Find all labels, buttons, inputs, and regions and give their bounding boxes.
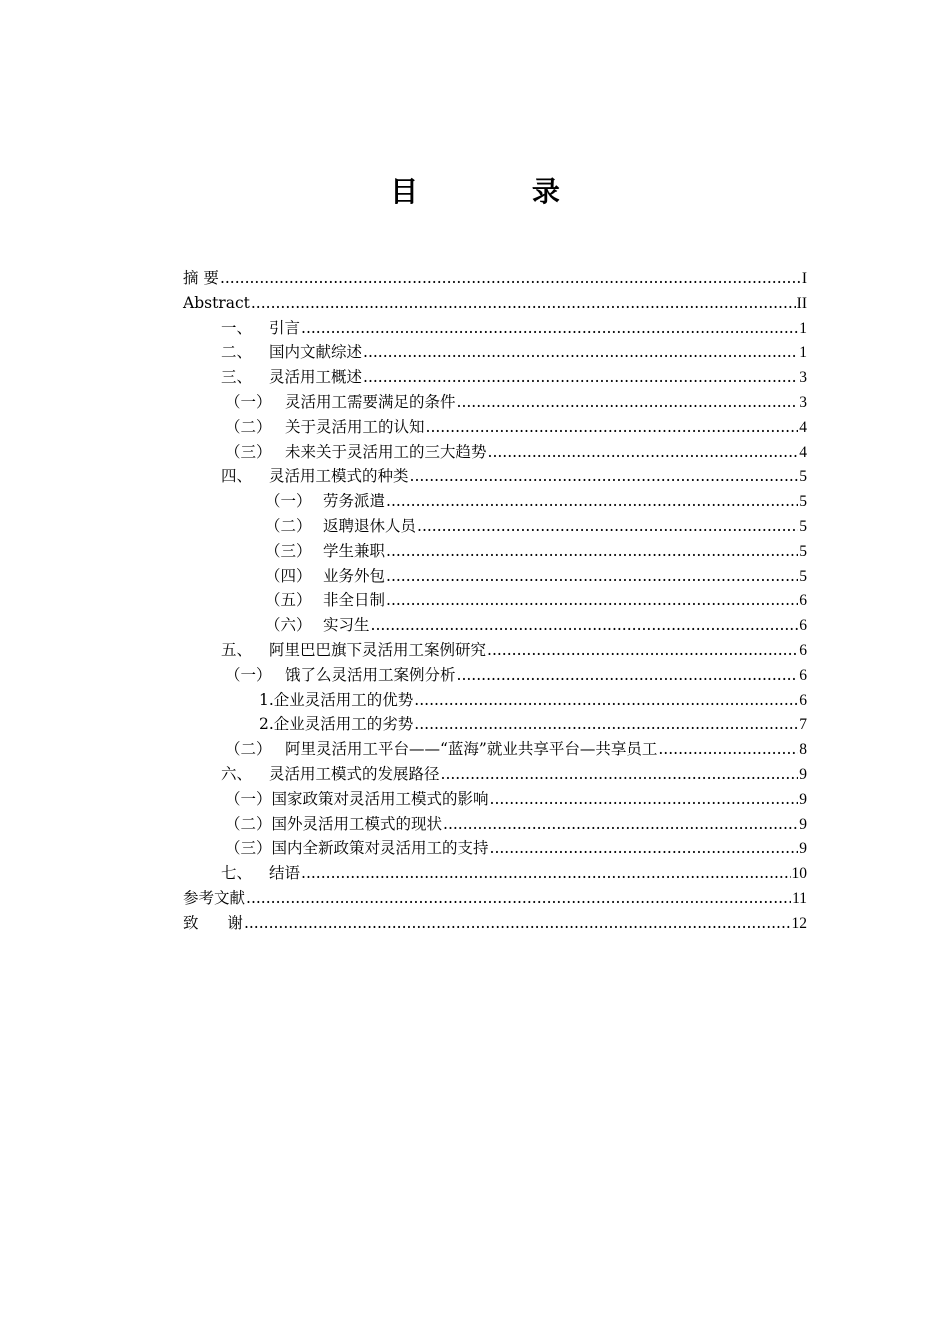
- toc-page-number: 8: [799, 741, 807, 759]
- toc-leader-dots: [441, 762, 799, 787]
- table-of-contents: [183, 266, 807, 936]
- toc-leader-dots: [220, 266, 801, 291]
- toc-entry-text: （二）国外灵活用工模式的现状: [225, 814, 443, 833]
- toc-entry-subsection[interactable]: [183, 489, 807, 514]
- toc-entry-text: 参考文献: [183, 888, 246, 907]
- toc-entry-text: （三）国内全新政策对灵活用工的支持: [225, 839, 489, 858]
- toc-leader-dots: [244, 911, 791, 936]
- toc-entry-text: Abstract: [183, 293, 250, 312]
- toc-leader-dots: [417, 514, 798, 539]
- toc-entry-text: 关于灵活用工的认知: [285, 417, 425, 436]
- toc-entry-subsection[interactable]: [183, 613, 807, 638]
- toc-entry-section-1[interactable]: [183, 316, 807, 341]
- toc-page-number: 9: [799, 815, 807, 833]
- toc-page-number: 7: [799, 716, 807, 734]
- toc-leader-dots: [301, 316, 798, 341]
- toc-page-number: 6: [799, 691, 807, 709]
- toc-entry-subsection[interactable]: [183, 787, 807, 812]
- toc-leader-dots: [371, 613, 799, 638]
- toc-entry-section-4[interactable]: [183, 464, 807, 489]
- toc-leader-dots: [410, 464, 799, 489]
- toc-entry-text: 返聘退休人员: [323, 516, 417, 535]
- toc-entry-number: 七、: [221, 864, 253, 883]
- toc-page-number: 9: [799, 790, 807, 808]
- toc-entry-text: 摘 要: [183, 269, 219, 287]
- toc-entry-text: 灵活用工模式的种类: [269, 467, 409, 486]
- toc-entry-text: 饿了么灵活用工案例分析: [285, 665, 456, 684]
- toc-page-number: 11: [792, 889, 807, 907]
- toc-page-number: 1: [799, 344, 807, 362]
- toc-entry-text: 灵活用工模式的发展路径: [269, 764, 440, 783]
- toc-entry-text: 业务外包: [323, 566, 386, 585]
- toc-entry-number: （六）: [265, 616, 312, 635]
- toc-entry-text: 2.企业灵活用工的劣势: [259, 715, 414, 734]
- toc-entry-section-6[interactable]: [183, 762, 807, 787]
- toc-entry-section-2[interactable]: [183, 340, 807, 365]
- toc-entry-text: 灵活用工需要满足的条件: [285, 392, 456, 411]
- toc-leader-dots: [457, 390, 799, 415]
- toc-page-number: 6: [799, 592, 807, 610]
- toc-entry-item[interactable]: [183, 712, 807, 737]
- toc-leader-dots: [386, 489, 798, 514]
- toc-leader-dots: [487, 638, 798, 663]
- toc-page-number: 6: [799, 617, 807, 635]
- toc-leader-dots: [246, 886, 791, 911]
- toc-leader-dots: [658, 737, 798, 762]
- toc-entry-number: （三）: [265, 541, 312, 560]
- toc-entry-text: 学生兼职: [323, 541, 386, 560]
- toc-entry-item[interactable]: [183, 688, 807, 713]
- toc-page-number: 6: [799, 666, 807, 684]
- toc-entry-number: （一）: [225, 665, 272, 684]
- toc-entry-text: 非全日制: [323, 591, 386, 610]
- toc-entry-number: （二）: [265, 516, 312, 535]
- toc-entry-text: 致 谢: [183, 913, 255, 932]
- toc-leader-dots: [386, 588, 798, 613]
- toc-leader-dots: [414, 688, 798, 713]
- toc-entry-number: （四）: [265, 566, 312, 585]
- toc-leader-dots: [363, 365, 798, 390]
- toc-page-number: II: [796, 294, 807, 312]
- toc-entry-acknowledgements[interactable]: [183, 911, 807, 936]
- toc-page-number: 5: [799, 493, 807, 511]
- toc-page-number: 1: [799, 319, 807, 337]
- toc-page-number: 6: [799, 641, 807, 659]
- toc-page-number: 5: [799, 542, 807, 560]
- toc-leader-dots: [457, 663, 799, 688]
- toc-entry-text: （一）国家政策对灵活用工模式的影响: [225, 789, 489, 808]
- toc-page-number: 3: [799, 393, 807, 411]
- toc-entry-text: 劳务派遣: [323, 492, 386, 511]
- toc-entry-subsection[interactable]: [183, 812, 807, 837]
- toc-entry-subsection[interactable]: [183, 440, 807, 465]
- toc-entry-text: 实习生: [323, 616, 370, 635]
- toc-leader-dots: [414, 712, 798, 737]
- toc-page-number: 4: [799, 418, 807, 436]
- toc-entry-subsection[interactable]: [183, 737, 807, 762]
- toc-entry-number: （一）: [225, 392, 272, 411]
- toc-page-number: 3: [799, 369, 807, 387]
- toc-entry-number: （二）: [225, 740, 272, 759]
- toc-entry-subsection[interactable]: [183, 415, 807, 440]
- toc-entry-text: 阿里灵活用工平台——“蓝海”就业共享平台—共享员工: [285, 740, 658, 759]
- toc-page-number: 9: [799, 840, 807, 858]
- toc-entry-subsection[interactable]: [183, 390, 807, 415]
- toc-page-number: 5: [799, 567, 807, 585]
- toc-entry-abstract-en[interactable]: [183, 291, 807, 316]
- toc-leader-dots: [251, 291, 796, 316]
- toc-entry-text: 结语: [269, 864, 301, 883]
- toc-entry-number: 三、: [221, 368, 253, 387]
- toc-entry-number: 六、: [221, 764, 253, 783]
- toc-entry-text: 国内文献综述: [269, 343, 363, 362]
- toc-leader-dots: [386, 564, 798, 589]
- toc-entry-section-3[interactable]: [183, 365, 807, 390]
- toc-entry-number: 一、: [221, 318, 253, 337]
- toc-entry-number: （三）: [225, 442, 272, 461]
- toc-leader-dots: [426, 415, 799, 440]
- toc-leader-dots: [386, 539, 798, 564]
- toc-entry-number: 四、: [221, 467, 253, 486]
- toc-page-number: I: [801, 270, 807, 287]
- toc-entry-text: 灵活用工概述: [269, 368, 363, 387]
- toc-entry-text: 阿里巴巴旗下灵活用工案例研究: [269, 640, 487, 659]
- toc-entry-number: 五、: [221, 640, 253, 659]
- toc-entry-subsection[interactable]: [183, 514, 807, 539]
- toc-entry-subsection[interactable]: [183, 588, 807, 613]
- toc-entry-text: 未来关于灵活用工的三大趋势: [285, 442, 487, 461]
- toc-entry-subsection[interactable]: [183, 564, 807, 589]
- toc-leader-dots: [443, 812, 798, 837]
- toc-entry-number: （五）: [265, 591, 312, 610]
- toc-page-number: 4: [799, 443, 807, 461]
- toc-entry-text: 1.企业灵活用工的优势: [259, 690, 414, 709]
- toc-entry-section-7[interactable]: [183, 861, 807, 886]
- toc-leader-dots: [490, 787, 799, 812]
- toc-page-number: 9: [799, 765, 807, 783]
- toc-entry-number: 二、: [221, 343, 253, 362]
- toc-entry-subsection[interactable]: [183, 836, 807, 861]
- toc-entry-section-5[interactable]: [183, 638, 807, 663]
- toc-leader-dots: [363, 340, 798, 365]
- toc-page-number: 5: [799, 517, 807, 535]
- toc-entry-abstract-cn[interactable]: [183, 266, 807, 291]
- toc-leader-dots: [488, 440, 799, 465]
- toc-entry-subsection[interactable]: [183, 663, 807, 688]
- toc-entry-subsection[interactable]: [183, 539, 807, 564]
- page-title: 目 录: [390, 175, 612, 208]
- toc-page-number: 12: [791, 914, 807, 932]
- toc-leader-dots: [301, 861, 790, 886]
- toc-entry-text: 引言: [269, 318, 301, 337]
- toc-leader-dots: [490, 836, 799, 861]
- toc-page-number: 10: [791, 865, 807, 883]
- toc-entry-number: （一）: [265, 492, 312, 511]
- toc-entry-number: （二）: [225, 417, 272, 436]
- toc-page-number: 5: [799, 468, 807, 486]
- toc-entry-references[interactable]: [183, 886, 807, 911]
